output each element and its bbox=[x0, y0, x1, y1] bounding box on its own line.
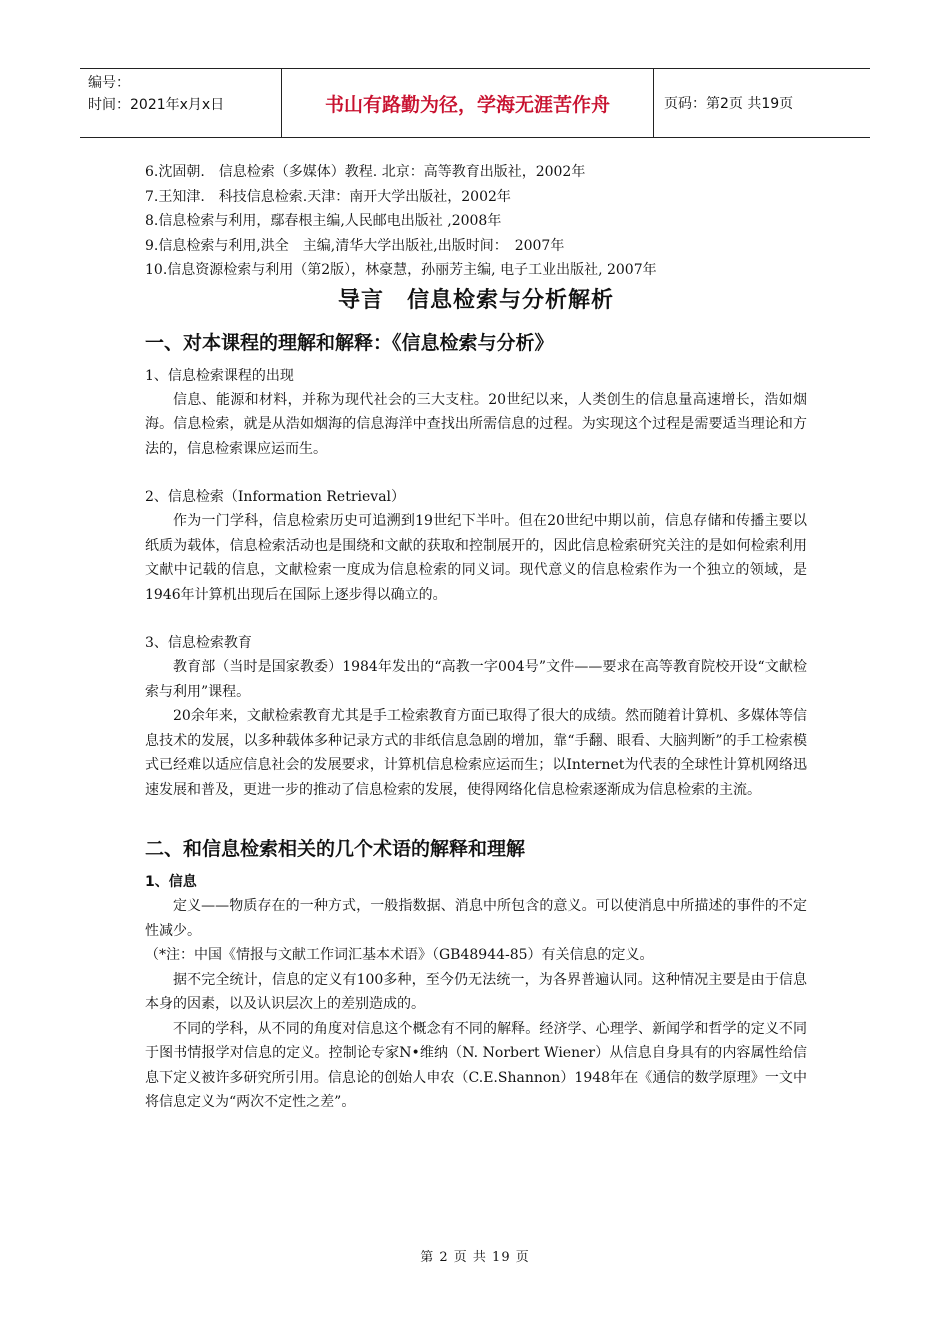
header-meta bbox=[80, 69, 282, 137]
chapter-title: 导言 信息检索与分析解析 bbox=[337, 287, 614, 313]
section1-sub1-title: 1、信息检索课程的出现 bbox=[145, 367, 294, 384]
page-header bbox=[80, 68, 870, 138]
section2-paragraph-2: 据不完全统计，信息的定义有100多种，至今仍无法统一，为各界普遍认同。这种情况主要是由于信息本身的因素，以及认识层次上的差别造成的。 bbox=[145, 971, 807, 1012]
section1-sub1-paragraph: 信息、能源和材料，并称为现代社会的三大支柱。20世纪以来，人类创生的信息量高速增长，浩如烟海。信息检索，就是从浩如烟海的信息海洋中查找出所需信息的过程。为实现这个过程是需要适当理论和方法的，信息检索课应运而生。 bbox=[145, 391, 807, 457]
section1-sub2-paragraph: 作为一门学科，信息检索历史可追溯到19世纪下半叶。但在20世纪中期以前，信息存储和传播主要以纸质为载体，信息检索活动也是围绕和文献的获取和控制展开的，因此信息检索研究关注的是如何检索利用文献中记载的信息，文献检索一度成为信息检索的同义词。现代意义的信息检索作为一个独立的领域，是1946年计算机出现后在国际上逐步得以确立的。 bbox=[145, 513, 807, 603]
section2-paragraph-1: 定义——物质存在的一种方式，一般指数据、消息中所包含的意义。可以使消息中所描述的事件的不定性减少。 bbox=[145, 898, 807, 939]
document-body bbox=[145, 160, 807, 1115]
reference-item: 10.信息资源检索与利用（第2版），林豪慧，孙丽芳主编, 电子工业出版社, 2007年 bbox=[145, 262, 657, 278]
reference-item: 6.沈固朝. 信息检索（多媒体）教程. 北京：高等教育出版社，2002年 bbox=[145, 164, 586, 180]
reference-list bbox=[145, 160, 807, 283]
section1-sub3-paragraph-1: 教育部（当时是国家教委）1984年发出的“高教一字004号”文件——要求在高等教育院校开设“文献检索与利用”课程。 bbox=[145, 659, 807, 700]
number-label: 编号： bbox=[88, 75, 130, 91]
section1-sub3-title: 3、信息检索教育 bbox=[145, 635, 252, 651]
section2-sub1-title: 1、信息 bbox=[145, 874, 197, 890]
section1-sub2-title: 2、信息检索（Information Retrieval） bbox=[145, 489, 406, 505]
section1-title: 一、对本课程的理解和解释：《信息检索与分析》 bbox=[145, 331, 554, 354]
header-page-info: 页码：第2页 共19页 bbox=[664, 96, 794, 112]
reference-item: 8.信息检索与利用，鄢春根主编,人民邮电出版社 ,2008年 bbox=[145, 213, 502, 229]
reference-item: 7.王知津. 科技信息检索.天津：南开大学出版社，2002年 bbox=[145, 188, 511, 205]
section2-title: 二、和信息检索相关的几个术语的解释和理解 bbox=[145, 838, 526, 860]
header-motto: 书山有路勤为径，学海无涯苦作舟 bbox=[282, 69, 654, 137]
page-footer: 第 2 页 共 19 页 bbox=[420, 1250, 530, 1265]
time-label: 时间：2021年x月x日 bbox=[88, 97, 225, 113]
section2-note: （*注：中国《情报与文献工作词汇基本术语》（GB48944-85）有关信息的定义。 bbox=[145, 947, 654, 963]
section2-paragraph-3: 不同的学科，从不同的角度对信息这个概念有不同的解释。经济学、心理学、新闻学和哲学的定义不同于图书情报学对信息的定义。控制论专家N•维纳（N. Norbert Wiener）从信息自身具有的内容属性给信息下定义被许多研究所引用。信息论的创始人申农（C.E.Shannon）1948年在《通信的数学原理》一文中将信息定义为“两次不定性之差”。 bbox=[145, 1020, 807, 1110]
reference-item: 9.信息检索与利用,洪全 主编,清华大学出版社,出版时间： 2007年 bbox=[145, 237, 565, 254]
section1-sub3-paragraph-2: 20余年来，文献检索教育尤其是手工检索教育方面已取得了很大的成绩。然而随着计算机、多媒体等信息技术的发展，以多种载体多种记录方式的非纸信息急剧的增加，靠“手翻、眼看、大脑判断”的手工检索模式已经难以适应信息社会的发展要求，计算机信息检索应运而生；以Internet为代表的全球性计算机网络迅速发展和普及，更进一步的推动了信息检索的发展，使得网络化信息检索逐渐成为信息检索的主流。 bbox=[145, 708, 807, 798]
